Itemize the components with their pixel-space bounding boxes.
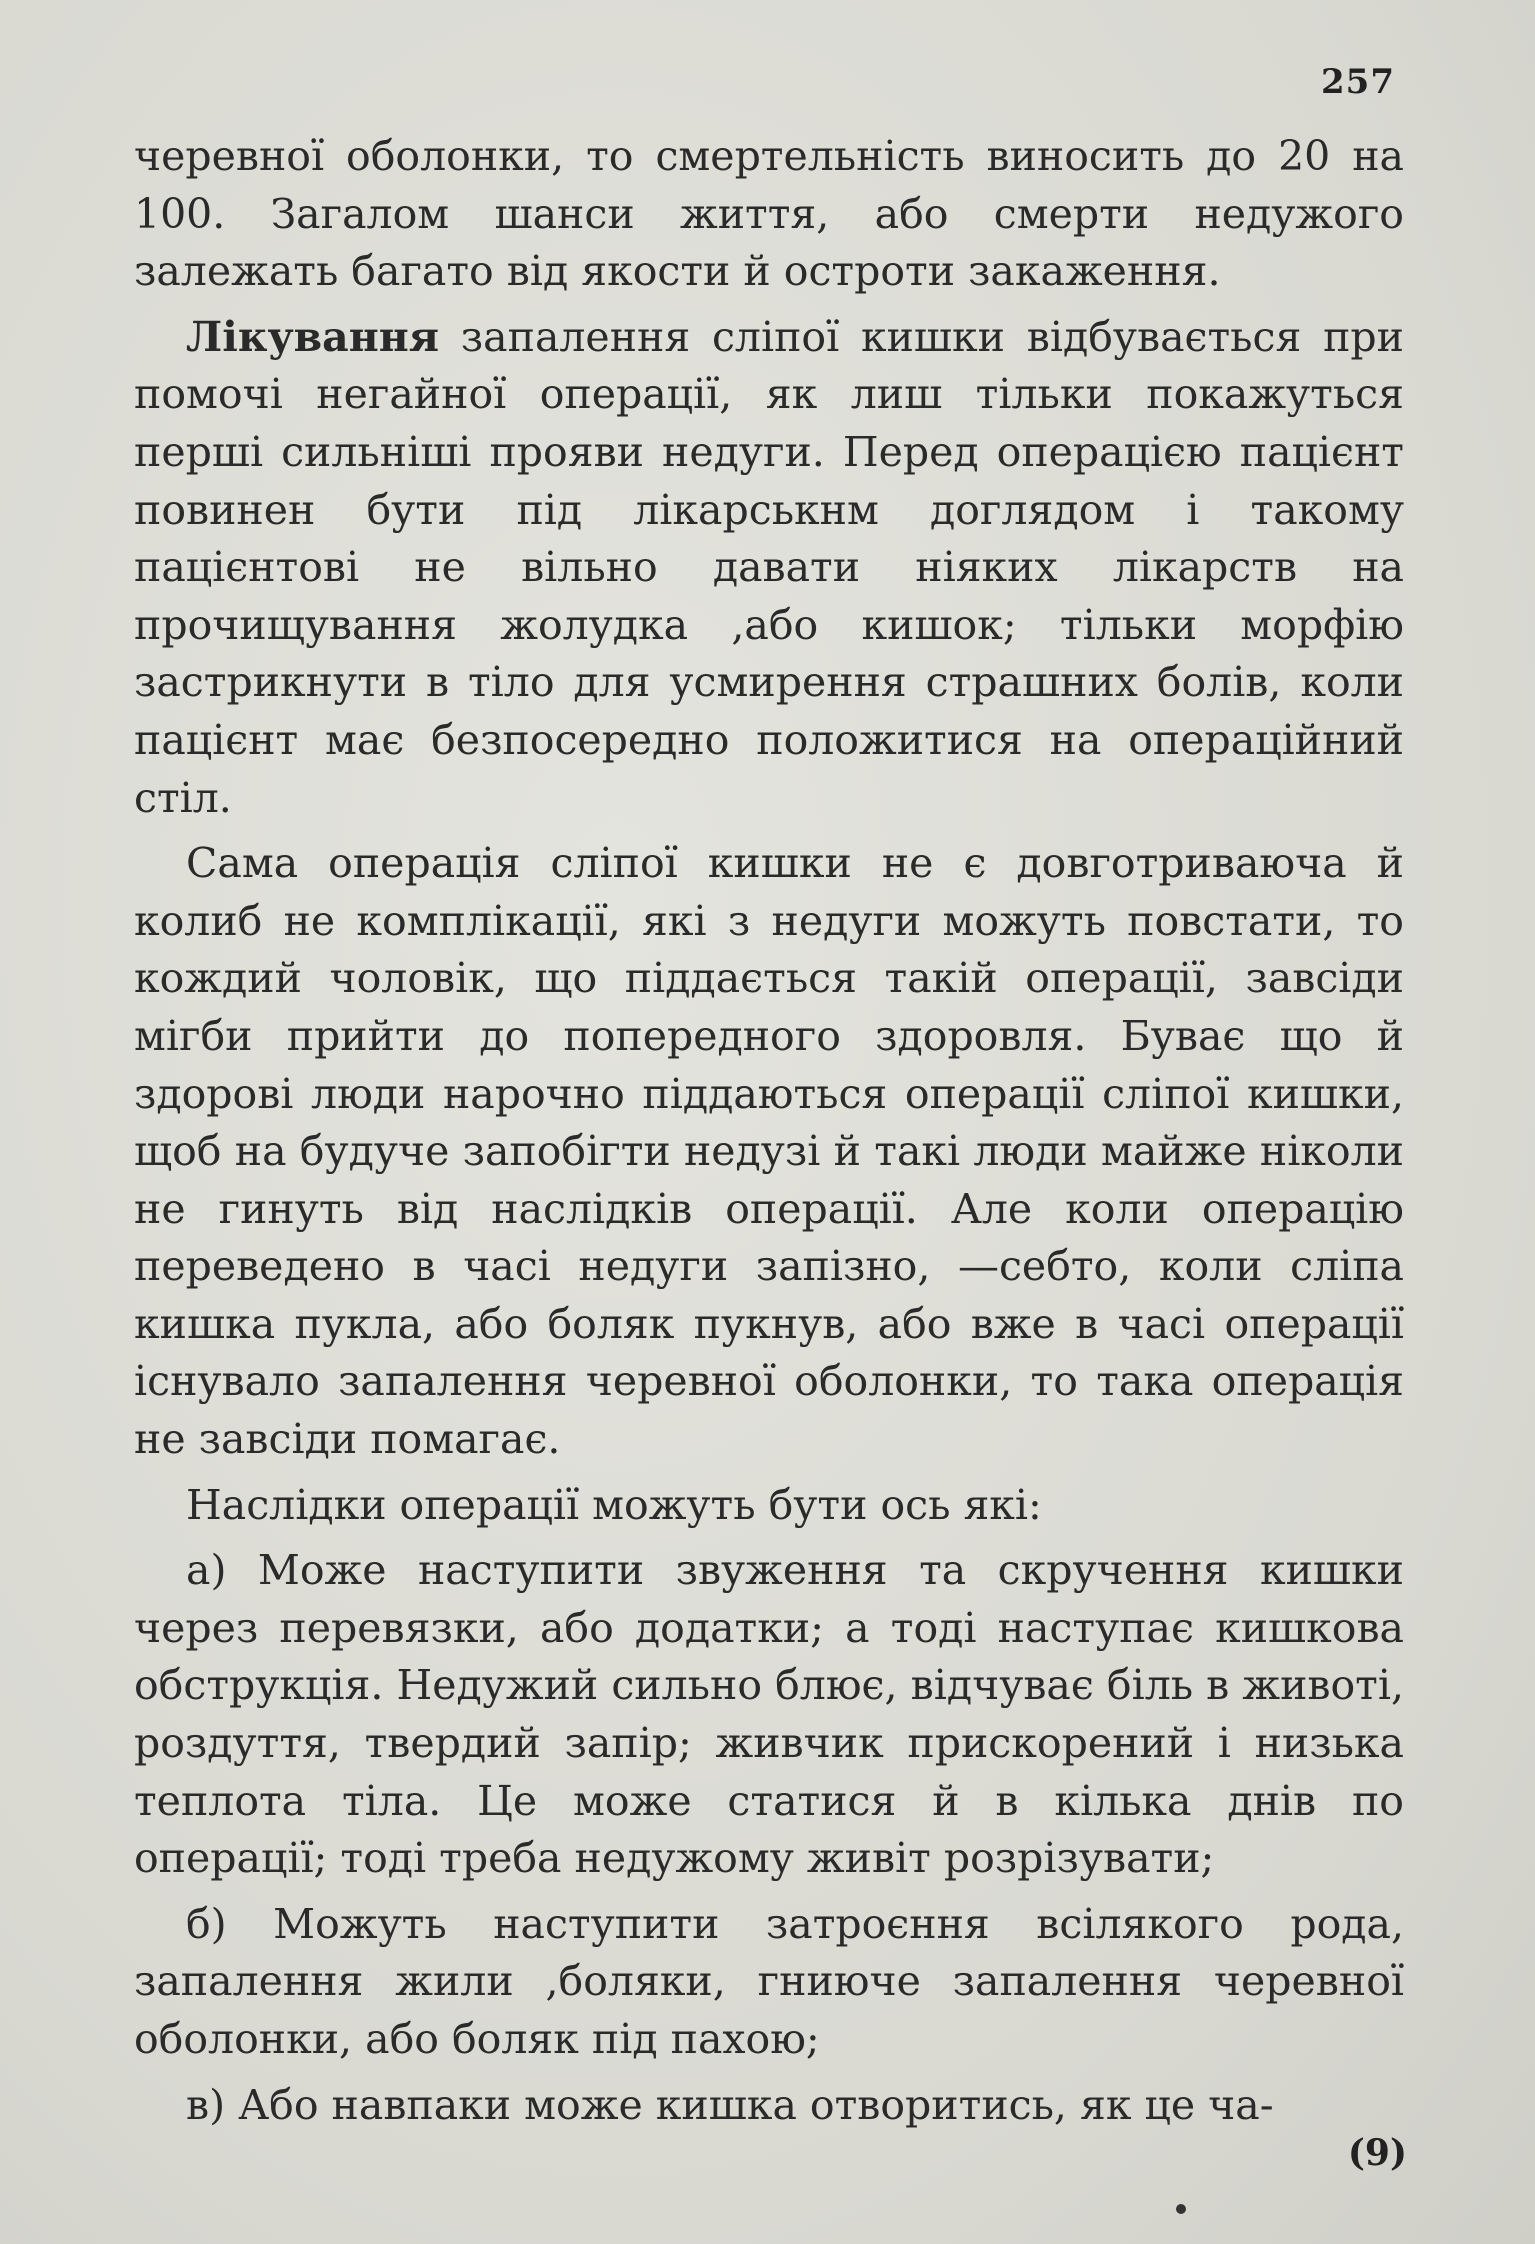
list-item-b: б) Можуть наступити затроєння всілякого рода, запалення жили ,боляки, гниюче запалення черевної оболонки, або боляк під пахою;: [134, 1899, 1404, 2063]
paragraph-treatment: [134, 309, 1404, 827]
list-item-a: а) Може наступити звуження та скручення кишки через перевязки, або додатки; а тоді наступає кишкова обструкція. Недужий сильно блює, відчуває біль в животі, роздуття, твердий запір; живчик прискорений і низька теплота тіла. Це може статися й в кілька днів по операції; тоді треба недужому живіт розрізувати;: [134, 1546, 1404, 1883]
treatment-heading: Лікування: [186, 312, 440, 361]
list-item-c: в) Або навпаки може кишка отворитись, як це ча-: [186, 2080, 1274, 2129]
paragraph-continuation: черевної оболонки, то смертельність виносить до 20 на 100. Загалом шанси життя, або смерти недужого залежать багато від якости й остроти закаження.: [134, 132, 1404, 296]
body-text: [134, 128, 1404, 2142]
paragraph-consequences-intro: Наслідки операції можуть бути ось які:: [186, 1480, 1042, 1529]
paragraph-operation: Сама операція сліпої кишки не є довготриваюча й колиб не комплікації, які з недуги можуть повстати, то кождий чоловік, що піддається такій операції, завсіди мігби прийти до попередного здоровля. Буває що й здорові люди нарочно піддаються операції сліпої кишки, щоб на будуче запобігти недузі й такі люди майже ніколи не гинуть від наслідків операції. Але коли операцію переведено в часі недуги запізно, —себто, коли сліпа кишка пукла, або боляк пукнув, або вже в часі операції існувало запалення черевної оболонки, то така операція не завсіди помагає.: [134, 839, 1404, 1464]
ink-dot: [1176, 2204, 1186, 2214]
printer-signature-mark: (9): [1347, 2132, 1407, 2174]
treatment-text: запалення сліпої кишки відбувається при помочі негайної операції, як лиш тільки покажуться перші сильніші прояви недуги. Перед операцією пацієнт повинен бути під лікарськнм доглядом і такому пацієнтові не вільно давати ніяких лікарств на прочищування жолудка ,або кишок; тільки морфію застрикнути в тіло для усмирення страшних болів, коли пацієнт має безпосередно положитися на операційний стіл.: [134, 312, 1404, 822]
page-number: 257: [1321, 62, 1395, 102]
